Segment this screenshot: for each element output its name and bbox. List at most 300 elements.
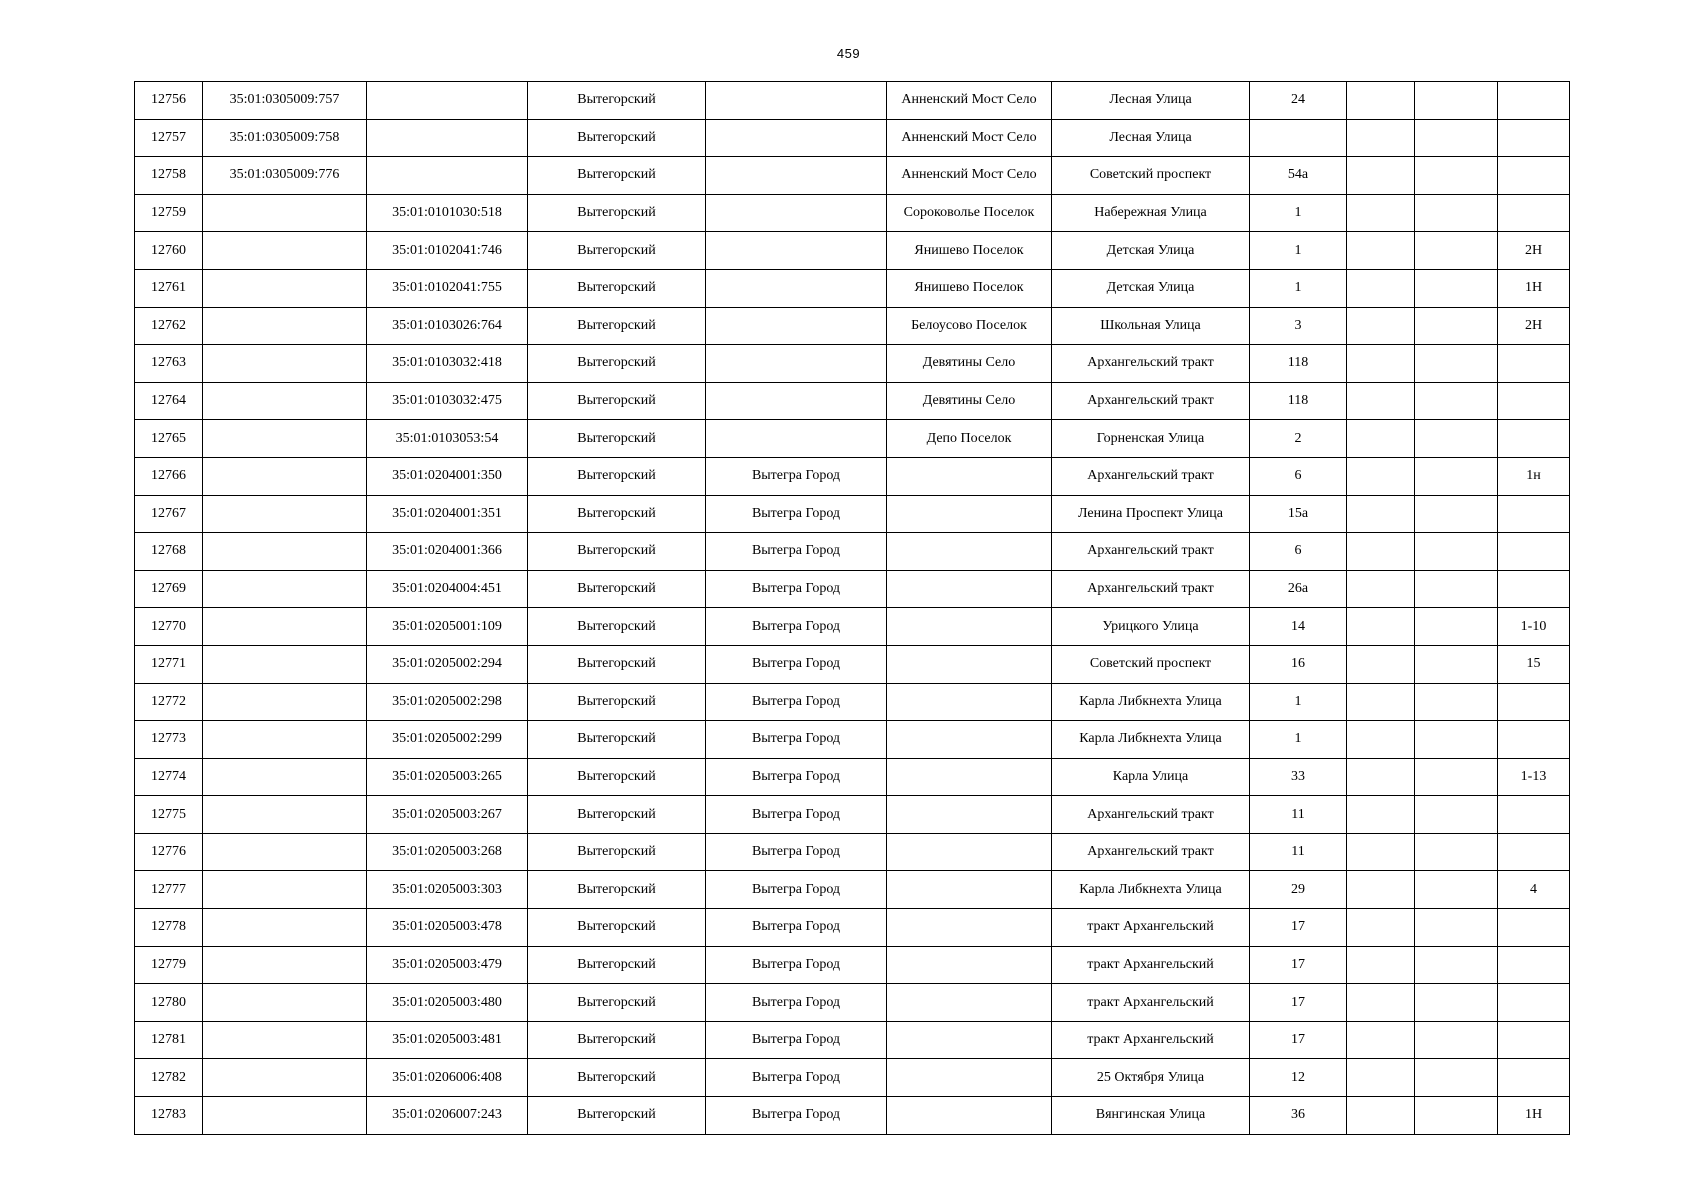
table-row: [135, 909, 1570, 947]
district-cell: Вытегорский: [528, 909, 706, 947]
record-number-cell: 12763: [135, 345, 203, 383]
settlement-cell: [887, 871, 1052, 909]
building-cadastral-number-cell: 35:01:0206006:408: [367, 1059, 528, 1097]
structure-cell: [1415, 119, 1498, 157]
structure-cell: [1415, 984, 1498, 1022]
record-number-cell: 12759: [135, 194, 203, 232]
house-number-cell: [1250, 119, 1347, 157]
city-cell: Вытегра Город: [706, 1097, 887, 1135]
premises-cell: [1498, 345, 1570, 383]
settlement-cell: [887, 645, 1052, 683]
structure-cell: [1415, 457, 1498, 495]
premises-cell: 1-13: [1498, 758, 1570, 796]
record-number-cell: 12768: [135, 533, 203, 571]
structure-cell: [1415, 833, 1498, 871]
street-cell: Советский проспект: [1052, 157, 1250, 195]
district-cell: Вытегорский: [528, 82, 706, 120]
structure-cell: [1415, 82, 1498, 120]
record-number-cell: 12776: [135, 833, 203, 871]
page-number: 459: [836, 46, 861, 61]
land-cadastral-number-cell: [203, 833, 367, 871]
table-row: [135, 570, 1570, 608]
record-number-cell: 12766: [135, 457, 203, 495]
land-cadastral-number-cell: [203, 796, 367, 834]
building-cell: [1347, 82, 1415, 120]
land-cadastral-number-cell: [203, 495, 367, 533]
table-row: [135, 420, 1570, 458]
building-cadastral-number-cell: 35:01:0103032:418: [367, 345, 528, 383]
district-cell: Вытегорский: [528, 1097, 706, 1135]
structure-cell: [1415, 232, 1498, 270]
record-number-cell: 12765: [135, 420, 203, 458]
record-number-cell: 12764: [135, 382, 203, 420]
table-row: [135, 946, 1570, 984]
house-number-cell: 12: [1250, 1059, 1347, 1097]
city-cell: Вытегра Город: [706, 570, 887, 608]
building-cadastral-number-cell: 35:01:0205003:481: [367, 1021, 528, 1059]
building-cadastral-number-cell: 35:01:0205003:265: [367, 758, 528, 796]
premises-cell: 2Н: [1498, 307, 1570, 345]
land-cadastral-number-cell: [203, 420, 367, 458]
building-cadastral-number-cell: 35:01:0101030:518: [367, 194, 528, 232]
city-cell: Вытегра Город: [706, 871, 887, 909]
structure-cell: [1415, 1097, 1498, 1135]
city-cell: Вытегра Город: [706, 946, 887, 984]
structure-cell: [1415, 420, 1498, 458]
house-number-cell: 29: [1250, 871, 1347, 909]
district-cell: Вытегорский: [528, 307, 706, 345]
land-cadastral-number-cell: [203, 457, 367, 495]
settlement-cell: [887, 758, 1052, 796]
settlement-cell: Янишево Поселок: [887, 269, 1052, 307]
structure-cell: [1415, 157, 1498, 195]
city-cell: Вытегра Город: [706, 909, 887, 947]
building-cell: [1347, 1097, 1415, 1135]
table-row: [135, 457, 1570, 495]
registry-table: [134, 81, 1570, 1135]
record-number-cell: 12773: [135, 721, 203, 759]
land-cadastral-number-cell: [203, 1097, 367, 1135]
street-cell: Детская Улица: [1052, 232, 1250, 270]
settlement-cell: Анненский Мост Село: [887, 119, 1052, 157]
building-cadastral-number-cell: 35:01:0205001:109: [367, 608, 528, 646]
settlement-cell: [887, 1097, 1052, 1135]
premises-cell: [1498, 833, 1570, 871]
building-cadastral-number-cell: 35:01:0204001:350: [367, 457, 528, 495]
settlement-cell: [887, 984, 1052, 1022]
premises-cell: [1498, 157, 1570, 195]
structure-cell: [1415, 1059, 1498, 1097]
building-cadastral-number-cell: [367, 157, 528, 195]
settlement-cell: [887, 683, 1052, 721]
building-cadastral-number-cell: 35:01:0204004:451: [367, 570, 528, 608]
land-cadastral-number-cell: [203, 382, 367, 420]
district-cell: Вытегорский: [528, 871, 706, 909]
table-row: [135, 119, 1570, 157]
district-cell: Вытегорский: [528, 984, 706, 1022]
house-number-cell: 1: [1250, 269, 1347, 307]
record-number-cell: 12762: [135, 307, 203, 345]
building-cell: [1347, 457, 1415, 495]
district-cell: Вытегорский: [528, 796, 706, 834]
land-cadastral-number-cell: [203, 984, 367, 1022]
structure-cell: [1415, 645, 1498, 683]
building-cell: [1347, 683, 1415, 721]
premises-cell: [1498, 119, 1570, 157]
building-cadastral-number-cell: 35:01:0205003:478: [367, 909, 528, 947]
land-cadastral-number-cell: [203, 307, 367, 345]
record-number-cell: 12779: [135, 946, 203, 984]
street-cell: Архангельский тракт: [1052, 457, 1250, 495]
registry-body: [135, 82, 1570, 1135]
street-cell: Карла Либкнехта Улица: [1052, 683, 1250, 721]
building-cadastral-number-cell: 35:01:0102041:746: [367, 232, 528, 270]
settlement-cell: [887, 833, 1052, 871]
building-cadastral-number-cell: 35:01:0205002:298: [367, 683, 528, 721]
premises-cell: [1498, 1059, 1570, 1097]
structure-cell: [1415, 721, 1498, 759]
premises-cell: [1498, 194, 1570, 232]
settlement-cell: [887, 796, 1052, 834]
structure-cell: [1415, 909, 1498, 947]
table-row: [135, 1097, 1570, 1135]
house-number-cell: 26а: [1250, 570, 1347, 608]
district-cell: Вытегорский: [528, 345, 706, 383]
house-number-cell: 6: [1250, 533, 1347, 571]
table-row: [135, 495, 1570, 533]
structure-cell: [1415, 758, 1498, 796]
building-cadastral-number-cell: 35:01:0205003:267: [367, 796, 528, 834]
settlement-cell: Девятины Село: [887, 345, 1052, 383]
table-row: [135, 645, 1570, 683]
house-number-cell: 14: [1250, 608, 1347, 646]
street-cell: Карла Улица: [1052, 758, 1250, 796]
record-number-cell: 12761: [135, 269, 203, 307]
settlement-cell: [887, 721, 1052, 759]
house-number-cell: 17: [1250, 909, 1347, 947]
house-number-cell: 1: [1250, 194, 1347, 232]
structure-cell: [1415, 533, 1498, 571]
district-cell: Вытегорский: [528, 495, 706, 533]
building-cell: [1347, 307, 1415, 345]
building-cell: [1347, 946, 1415, 984]
table-row: [135, 796, 1570, 834]
street-cell: Горненская Улица: [1052, 420, 1250, 458]
premises-cell: [1498, 984, 1570, 1022]
settlement-cell: [887, 1021, 1052, 1059]
building-cadastral-number-cell: 35:01:0206007:243: [367, 1097, 528, 1135]
building-cell: [1347, 796, 1415, 834]
premises-cell: 15: [1498, 645, 1570, 683]
premises-cell: [1498, 721, 1570, 759]
house-number-cell: 11: [1250, 796, 1347, 834]
building-cell: [1347, 758, 1415, 796]
structure-cell: [1415, 946, 1498, 984]
house-number-cell: 118: [1250, 345, 1347, 383]
district-cell: Вытегорский: [528, 533, 706, 571]
record-number-cell: 12783: [135, 1097, 203, 1135]
premises-cell: [1498, 946, 1570, 984]
land-cadastral-number-cell: [203, 721, 367, 759]
district-cell: Вытегорский: [528, 570, 706, 608]
city-cell: [706, 345, 887, 383]
city-cell: Вытегра Город: [706, 645, 887, 683]
settlement-cell: Белоусово Поселок: [887, 307, 1052, 345]
table-row: [135, 269, 1570, 307]
building-cadastral-number-cell: 35:01:0103053:54: [367, 420, 528, 458]
building-cell: [1347, 984, 1415, 1022]
district-cell: Вытегорский: [528, 119, 706, 157]
house-number-cell: 17: [1250, 1021, 1347, 1059]
premises-cell: 4: [1498, 871, 1570, 909]
settlement-cell: [887, 1059, 1052, 1097]
record-number-cell: 12769: [135, 570, 203, 608]
premises-cell: 1-10: [1498, 608, 1570, 646]
building-cell: [1347, 833, 1415, 871]
street-cell: Вянгинская Улица: [1052, 1097, 1250, 1135]
district-cell: Вытегорский: [528, 420, 706, 458]
house-number-cell: 1: [1250, 232, 1347, 270]
city-cell: Вытегра Город: [706, 1059, 887, 1097]
settlement-cell: Сороковолье Поселок: [887, 194, 1052, 232]
settlement-cell: Анненский Мост Село: [887, 157, 1052, 195]
structure-cell: [1415, 307, 1498, 345]
street-cell: Детская Улица: [1052, 269, 1250, 307]
city-cell: [706, 194, 887, 232]
premises-cell: 2Н: [1498, 232, 1570, 270]
street-cell: Архангельский тракт: [1052, 382, 1250, 420]
house-number-cell: 1: [1250, 683, 1347, 721]
land-cadastral-number-cell: [203, 645, 367, 683]
street-cell: Архангельский тракт: [1052, 570, 1250, 608]
city-cell: Вытегра Город: [706, 1021, 887, 1059]
premises-cell: [1498, 796, 1570, 834]
district-cell: Вытегорский: [528, 683, 706, 721]
premises-cell: [1498, 1021, 1570, 1059]
building-cadastral-number-cell: 35:01:0205003:303: [367, 871, 528, 909]
house-number-cell: 11: [1250, 833, 1347, 871]
record-number-cell: 12774: [135, 758, 203, 796]
building-cadastral-number-cell: 35:01:0205003:268: [367, 833, 528, 871]
city-cell: [706, 232, 887, 270]
premises-cell: [1498, 909, 1570, 947]
building-cell: [1347, 570, 1415, 608]
record-number-cell: 12756: [135, 82, 203, 120]
land-cadastral-number-cell: 35:01:0305009:757: [203, 82, 367, 120]
city-cell: Вытегра Город: [706, 796, 887, 834]
building-cadastral-number-cell: 35:01:0205003:480: [367, 984, 528, 1022]
record-number-cell: 12767: [135, 495, 203, 533]
district-cell: Вытегорский: [528, 1021, 706, 1059]
city-cell: Вытегра Город: [706, 495, 887, 533]
building-cell: [1347, 608, 1415, 646]
street-cell: Архангельский тракт: [1052, 833, 1250, 871]
city-cell: Вытегра Город: [706, 721, 887, 759]
structure-cell: [1415, 570, 1498, 608]
building-cell: [1347, 871, 1415, 909]
building-cadastral-number-cell: 35:01:0102041:755: [367, 269, 528, 307]
building-cadastral-number-cell: 35:01:0103032:475: [367, 382, 528, 420]
street-cell: 25 Октября Улица: [1052, 1059, 1250, 1097]
record-number-cell: 12770: [135, 608, 203, 646]
record-number-cell: 12771: [135, 645, 203, 683]
premises-cell: 1Н: [1498, 1097, 1570, 1135]
building-cell: [1347, 495, 1415, 533]
premises-cell: 1н: [1498, 457, 1570, 495]
building-cell: [1347, 909, 1415, 947]
structure-cell: [1415, 608, 1498, 646]
record-number-cell: 12778: [135, 909, 203, 947]
settlement-cell: Анненский Мост Село: [887, 82, 1052, 120]
building-cell: [1347, 420, 1415, 458]
building-cell: [1347, 232, 1415, 270]
table-row: [135, 608, 1570, 646]
building-cell: [1347, 157, 1415, 195]
building-cell: [1347, 721, 1415, 759]
house-number-cell: 1: [1250, 721, 1347, 759]
house-number-cell: 118: [1250, 382, 1347, 420]
street-cell: Архангельский тракт: [1052, 533, 1250, 571]
table-row: [135, 232, 1570, 270]
district-cell: Вытегорский: [528, 1059, 706, 1097]
land-cadastral-number-cell: [203, 194, 367, 232]
structure-cell: [1415, 495, 1498, 533]
land-cadastral-number-cell: [203, 269, 367, 307]
land-cadastral-number-cell: [203, 232, 367, 270]
house-number-cell: 17: [1250, 946, 1347, 984]
house-number-cell: 6: [1250, 457, 1347, 495]
city-cell: Вытегра Город: [706, 608, 887, 646]
district-cell: Вытегорский: [528, 645, 706, 683]
record-number-cell: 12775: [135, 796, 203, 834]
house-number-cell: 16: [1250, 645, 1347, 683]
building-cadastral-number-cell: 35:01:0103026:764: [367, 307, 528, 345]
premises-cell: [1498, 683, 1570, 721]
land-cadastral-number-cell: [203, 946, 367, 984]
structure-cell: [1415, 871, 1498, 909]
table-row: [135, 721, 1570, 759]
land-cadastral-number-cell: [203, 683, 367, 721]
premises-cell: [1498, 533, 1570, 571]
district-cell: Вытегорский: [528, 232, 706, 270]
building-cell: [1347, 533, 1415, 571]
building-cell: [1347, 1021, 1415, 1059]
building-cell: [1347, 382, 1415, 420]
street-cell: тракт Архангельский: [1052, 1021, 1250, 1059]
structure-cell: [1415, 382, 1498, 420]
settlement-cell: Депо Поселок: [887, 420, 1052, 458]
premises-cell: [1498, 495, 1570, 533]
district-cell: Вытегорский: [528, 946, 706, 984]
street-cell: Лесная Улица: [1052, 119, 1250, 157]
district-cell: Вытегорский: [528, 608, 706, 646]
house-number-cell: 24: [1250, 82, 1347, 120]
land-cadastral-number-cell: [203, 1021, 367, 1059]
table-row: [135, 1021, 1570, 1059]
city-cell: [706, 382, 887, 420]
table-row: [135, 157, 1570, 195]
table-row: [135, 82, 1570, 120]
table-row: [135, 194, 1570, 232]
settlement-cell: Янишево Поселок: [887, 232, 1052, 270]
settlement-cell: [887, 457, 1052, 495]
building-cadastral-number-cell: 35:01:0205002:299: [367, 721, 528, 759]
record-number-cell: 12781: [135, 1021, 203, 1059]
street-cell: Карла Либкнехта Улица: [1052, 871, 1250, 909]
street-cell: Советский проспект: [1052, 645, 1250, 683]
house-number-cell: 2: [1250, 420, 1347, 458]
street-cell: Лесная Улица: [1052, 82, 1250, 120]
table-row: [135, 683, 1570, 721]
building-cadastral-number-cell: 35:01:0205003:479: [367, 946, 528, 984]
table-row: [135, 345, 1570, 383]
city-cell: [706, 307, 887, 345]
settlement-cell: [887, 495, 1052, 533]
house-number-cell: 15а: [1250, 495, 1347, 533]
building-cell: [1347, 269, 1415, 307]
table-row: [135, 382, 1570, 420]
street-cell: Ленина Проспект Улица: [1052, 495, 1250, 533]
building-cell: [1347, 645, 1415, 683]
district-cell: Вытегорский: [528, 269, 706, 307]
land-cadastral-number-cell: [203, 533, 367, 571]
district-cell: Вытегорский: [528, 382, 706, 420]
building-cell: [1347, 1059, 1415, 1097]
table-row: [135, 871, 1570, 909]
premises-cell: [1498, 82, 1570, 120]
record-number-cell: 12782: [135, 1059, 203, 1097]
record-number-cell: 12760: [135, 232, 203, 270]
premises-cell: [1498, 570, 1570, 608]
building-cell: [1347, 194, 1415, 232]
district-cell: Вытегорский: [528, 194, 706, 232]
street-cell: Школьная Улица: [1052, 307, 1250, 345]
city-cell: Вытегра Город: [706, 683, 887, 721]
premises-cell: [1498, 382, 1570, 420]
table-row: [135, 758, 1570, 796]
table-row: [135, 533, 1570, 571]
street-cell: Архангельский тракт: [1052, 796, 1250, 834]
city-cell: Вытегра Город: [706, 833, 887, 871]
settlement-cell: [887, 946, 1052, 984]
building-cadastral-number-cell: 35:01:0205002:294: [367, 645, 528, 683]
city-cell: [706, 119, 887, 157]
building-cell: [1347, 345, 1415, 383]
building-cell: [1347, 119, 1415, 157]
house-number-cell: 3: [1250, 307, 1347, 345]
district-cell: Вытегорский: [528, 157, 706, 195]
structure-cell: [1415, 796, 1498, 834]
premises-cell: [1498, 420, 1570, 458]
city-cell: Вытегра Город: [706, 533, 887, 571]
land-cadastral-number-cell: [203, 1059, 367, 1097]
district-cell: Вытегорский: [528, 758, 706, 796]
building-cadastral-number-cell: 35:01:0204001:351: [367, 495, 528, 533]
street-cell: Карла Либкнехта Улица: [1052, 721, 1250, 759]
table-row: [135, 1059, 1570, 1097]
premises-cell: 1Н: [1498, 269, 1570, 307]
land-cadastral-number-cell: [203, 345, 367, 383]
building-cadastral-number-cell: [367, 82, 528, 120]
settlement-cell: [887, 909, 1052, 947]
record-number-cell: 12757: [135, 119, 203, 157]
street-cell: тракт Архангельский: [1052, 946, 1250, 984]
city-cell: Вытегра Город: [706, 758, 887, 796]
record-number-cell: 12780: [135, 984, 203, 1022]
table-row: [135, 833, 1570, 871]
city-cell: [706, 82, 887, 120]
land-cadastral-number-cell: 35:01:0305009:758: [203, 119, 367, 157]
